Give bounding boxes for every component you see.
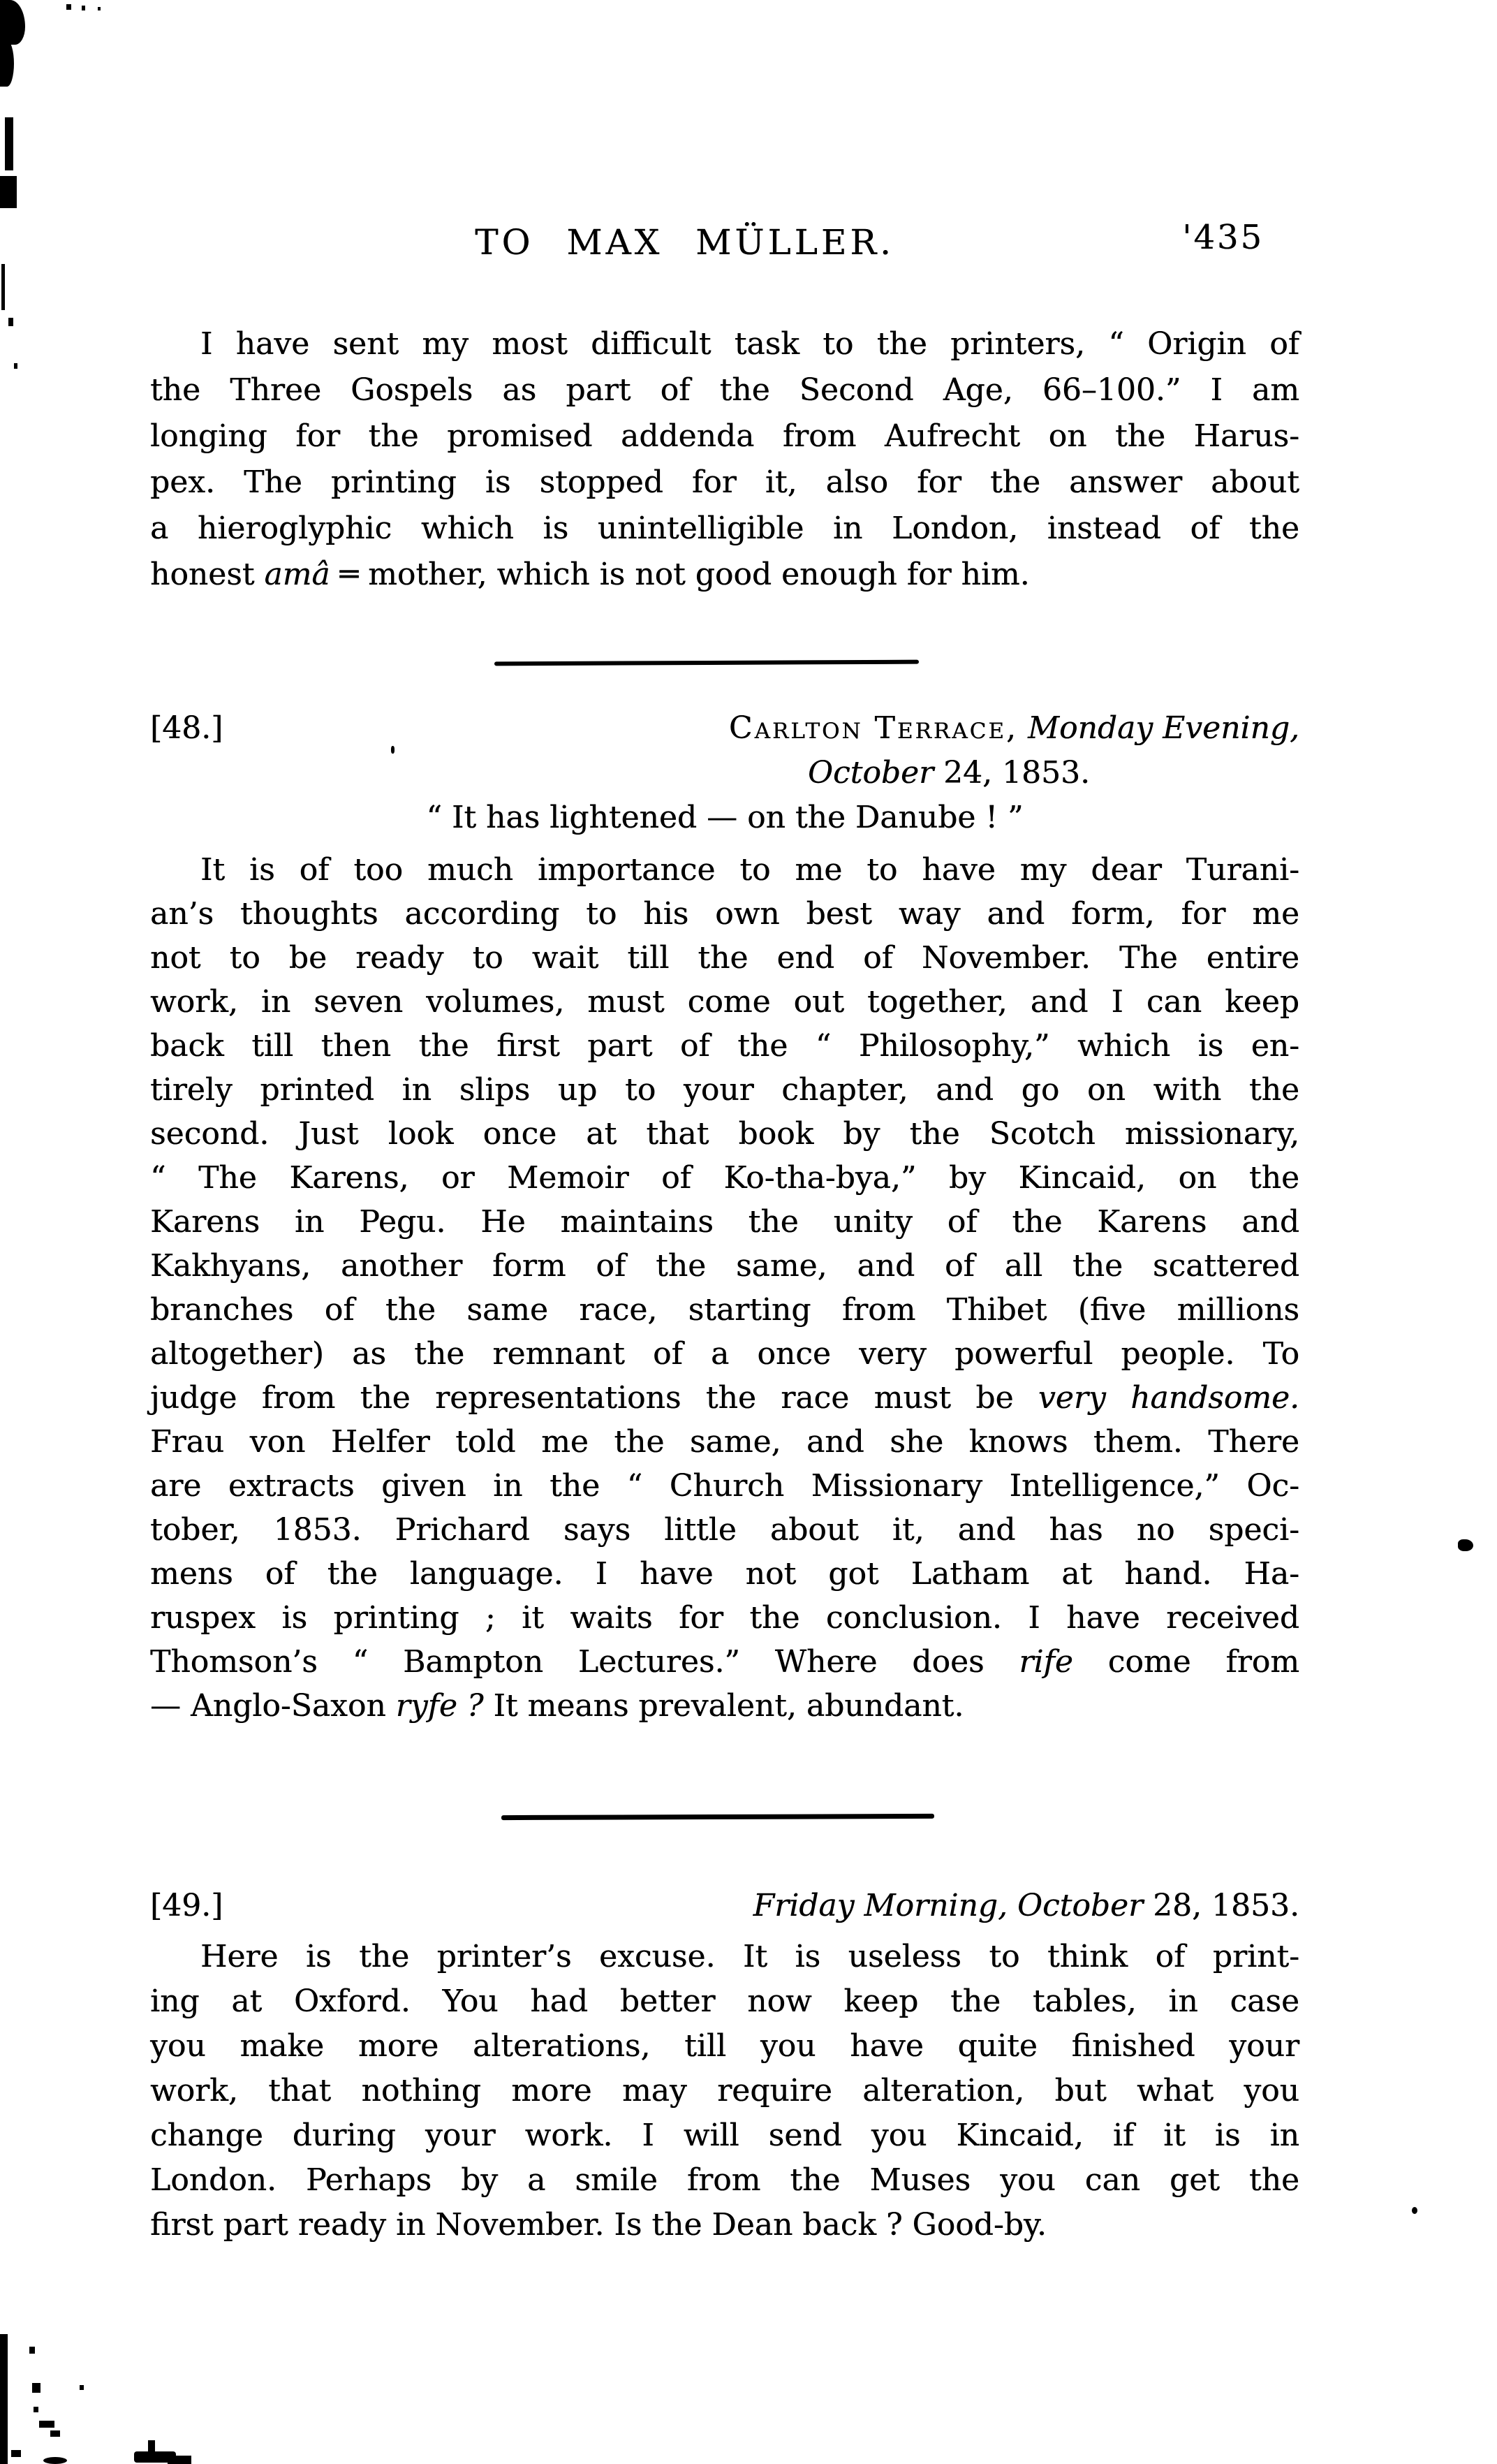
text-line: are extracts given in the “ Church Missionary Intelligence,” Oc- xyxy=(150,1468,1299,1504)
text-line: longing for the promised addenda from Aufrecht on the Harus- xyxy=(150,418,1299,454)
epigraph-quote: “ It has lightened — on the Danube ! ” xyxy=(426,800,1024,835)
intro-paragraph xyxy=(150,321,1299,598)
ink-speck xyxy=(14,363,17,369)
italic-term: amâ xyxy=(264,557,330,592)
text-line: pex. The printing is stopped for it, also for the answer about xyxy=(150,464,1299,500)
ink-smudge xyxy=(0,2334,8,2464)
running-header: TO MAX MÜLLER. xyxy=(475,222,894,263)
ink-speck xyxy=(80,2385,84,2390)
date-rest: 28, 1853. xyxy=(1143,1888,1299,1923)
text-line: change during your work. I will send you Kincaid, if it is in xyxy=(150,2118,1299,2153)
ink-speck xyxy=(391,746,394,754)
letter-number: [48.] xyxy=(150,710,223,746)
day-date: Friday Morning, October xyxy=(753,1888,1144,1923)
text-line: an’s thoughts according to his own best way and form, for me xyxy=(150,896,1299,932)
italic-term: ryfe ? xyxy=(395,1688,484,1724)
date-rest: 24, 1853. xyxy=(934,755,1090,791)
text-line: Frau von Helfer told me the same, and she knows them. There xyxy=(150,1424,1299,1460)
letter-number: [49.] xyxy=(150,1888,223,1923)
letter-heading-row xyxy=(150,706,1299,751)
ink-smudge xyxy=(168,2456,191,2464)
text-line: Here is the printer’s excuse. It is useless to think of print- xyxy=(200,1939,1299,1974)
place-name: Carlton Terrace, xyxy=(728,710,1018,746)
text-line: you make more alterations, till you have quite finished your xyxy=(150,2028,1299,2064)
text-segment: It means prevalent, abundant. xyxy=(483,1688,964,1724)
section-divider xyxy=(494,660,919,666)
text-line: work, in seven volumes, must come out together, and I can keep xyxy=(150,984,1299,1020)
text-line: work, that nothing more may require alteration, but what you xyxy=(150,2073,1299,2109)
ink-speck xyxy=(50,2430,60,2437)
text-segment: ═ mother, which is not good enough for him. xyxy=(330,557,1030,592)
section-divider xyxy=(501,1814,934,1820)
letter-dateline xyxy=(753,1884,1299,1928)
ink-speck xyxy=(82,6,85,10)
text-line xyxy=(150,1376,1299,1420)
text-segment: come from xyxy=(1072,1644,1299,1680)
ink-speck xyxy=(32,2383,40,2393)
text-line: tober, 1853. Prichard says little about it, and has no speci- xyxy=(150,1512,1299,1548)
text-line: It is of too much importance to me to have my dear Turani- xyxy=(200,852,1299,888)
ink-speck xyxy=(98,7,101,10)
ink-smudge xyxy=(5,117,13,170)
month-name: October xyxy=(807,755,934,791)
text-line: the Three Gospels as part of the Second Age, 66–100.” I am xyxy=(150,372,1299,408)
text-line: first part ready in November. Is the Dean back ? Good-by. xyxy=(150,2207,1047,2243)
text-segment: judge from the representations the race must be xyxy=(150,1380,1038,1416)
text-line: second. Just look once at that book by the Scotch missionary, xyxy=(150,1116,1299,1152)
ink-speck xyxy=(43,2457,67,2464)
ink-smudge xyxy=(0,0,25,45)
ink-speck xyxy=(29,2347,35,2354)
text-line: mens of the language. I have not got Latham at hand. Ha- xyxy=(150,1556,1299,1592)
page-number: '435 xyxy=(1182,218,1264,257)
text-line: I have sent my most difficult task to the printers, “ Origin of xyxy=(200,326,1299,362)
day-name: Monday Evening, xyxy=(1027,710,1299,746)
letter-49-heading xyxy=(150,1884,1299,1928)
ink-speck xyxy=(11,2450,21,2457)
letter-date xyxy=(150,751,1299,795)
letter-heading-row xyxy=(150,1884,1299,1928)
ink-smudge xyxy=(0,41,14,87)
italic-term: very handsome. xyxy=(1038,1380,1299,1416)
text-line: branches of the same race, starting from Thibet (five millions xyxy=(150,1292,1299,1328)
ink-speck xyxy=(66,4,71,10)
text-segment: Thomson’s “ Bampton Lectures.” Where does xyxy=(150,1644,1019,1680)
text-line: Kakhyans, another form of the same, and of all the scattered xyxy=(150,1248,1299,1284)
ink-speck xyxy=(1412,2207,1417,2214)
italic-term: rife xyxy=(1019,1644,1073,1680)
ink-smudge xyxy=(0,176,17,208)
ink-speck xyxy=(8,318,13,326)
text-line xyxy=(150,1640,1299,1684)
text-line: back till then the first part of the “ Philosophy,” which is en- xyxy=(150,1028,1299,1064)
text-line xyxy=(150,1684,1299,1728)
letter-48-heading xyxy=(150,706,1299,840)
text-line xyxy=(150,552,1299,598)
ink-speck xyxy=(39,2421,54,2428)
letter-49-body xyxy=(150,1935,1299,2247)
text-line: not to be ready to wait till the end of November. The entire xyxy=(150,940,1299,976)
text-line: Karens in Pegu. He maintains the unity of the Karens and xyxy=(150,1204,1299,1240)
ink-smudge xyxy=(1,264,5,310)
text-line: altogether) as the remnant of a once very powerful people. To xyxy=(150,1336,1299,1372)
letter-48-body xyxy=(150,848,1299,1728)
text-line: ing at Oxford. You had better now keep the tables, in case xyxy=(150,1983,1299,2019)
letter-dateline xyxy=(729,706,1299,751)
text-segment: honest xyxy=(150,557,265,592)
text-line: a hieroglyphic which is unintelligible in London, instead of the xyxy=(150,511,1299,546)
text-line: London. Perhaps by a smile from the Muses you can get the xyxy=(150,2162,1299,2198)
ink-speck xyxy=(34,2407,38,2412)
ink-smudge xyxy=(1458,1539,1473,1551)
text-segment: — Anglo-Saxon xyxy=(150,1688,396,1724)
text-line: ruspex is printing ; it waits for the conclusion. I have received xyxy=(150,1600,1299,1636)
text-line: “ The Karens, or Memoir of Ko-tha-bya,” by Kincaid, on the xyxy=(150,1160,1299,1196)
text-line: tirely printed in slips up to your chapter, and go on with the xyxy=(150,1072,1299,1108)
